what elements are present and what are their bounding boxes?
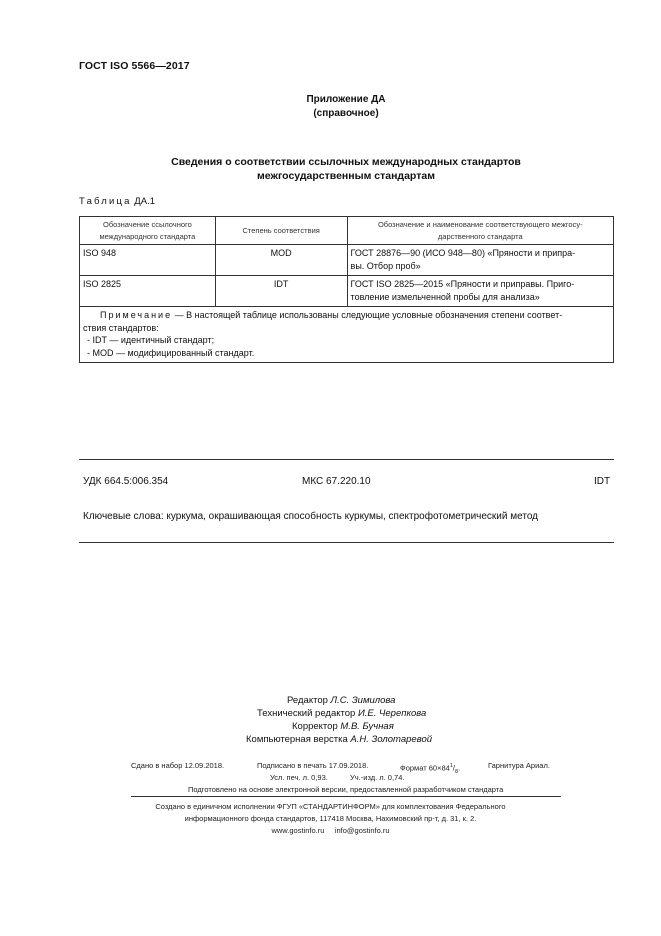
tech-editor-name: И.Е. Черепкова: [357, 708, 427, 719]
table-header-row: [80, 217, 614, 245]
standard-code: ГОСТ ISO 5566—2017: [79, 60, 190, 72]
editor-line: [287, 694, 395, 708]
cell-national-line2: товление измельченной пробы для анализа»: [350, 291, 540, 302]
editor-label: Редактор: [287, 695, 328, 706]
note-item-mod: - MOD — модифицированный стандарт.: [87, 347, 255, 358]
publisher-email[interactable]: info@gostinfo.ru: [334, 826, 390, 835]
publisher-info: [0, 801, 661, 837]
divider-top: [79, 459, 614, 460]
header-ref-line2: международного стандарта: [99, 231, 196, 241]
layout-label: Компьютерная верстка: [246, 734, 348, 745]
keywords: Ключевые слова: куркума, окрашивающая способность куркумы, спектрофотометрический метод: [83, 511, 538, 522]
header-degree: [215, 217, 347, 245]
cell-national: [347, 245, 613, 276]
cell-degree: MOD: [215, 245, 347, 276]
udc-code: УДК 664.5:006.354: [83, 476, 169, 487]
publisher-line1: Создано в единичном исполнении ФГУП «СТАНДАРТИНФОРМ» для комплектования Федерального: [155, 802, 506, 811]
header-ref-line1: Обозначение ссылочного: [102, 219, 192, 229]
publisher-line2: информационного фонда стандартов, 117418 Москва, Нахимовский пр-т, д. 31, к. 2.: [184, 814, 477, 823]
prepared-note: Подготовлено на основе электронной версии, предоставленной разработчиком стандарта: [188, 785, 504, 794]
header-national-standard: [347, 217, 613, 245]
submitted-date: Сдано в набор 12.09.2018.: [131, 761, 225, 770]
editor-name: Л.С. Зимилова: [330, 695, 396, 706]
cell-national-line1: ГОСТ ISO 2825—2015 «Пряности и приправы. Приго-: [350, 279, 575, 289]
format-sup: 1: [449, 763, 453, 769]
header-ref-standard: [80, 217, 216, 245]
mks-code: МКС 67.220.10: [302, 476, 371, 487]
divider-publisher: [131, 796, 561, 797]
publisher-contacts: [0, 825, 661, 837]
tech-editor-line: [257, 707, 426, 721]
table-label: [79, 196, 155, 207]
note-item-idt: - IDT — идентичный стандарт;: [87, 335, 215, 345]
publisher-website[interactable]: www.gostinfo.ru: [271, 826, 325, 835]
cell-ref: ISO 2825: [80, 276, 216, 307]
proofreader-line: [292, 720, 394, 734]
layout-line: [246, 733, 432, 747]
format-sub: 8: [454, 769, 459, 775]
table-label-word: Таблица: [79, 196, 132, 207]
header-national-line2: дарственного стандарта: [437, 231, 523, 241]
proofreader-name: М.В. Бучная: [340, 721, 394, 732]
degree-code: IDT: [594, 476, 611, 487]
table-row: [80, 245, 614, 276]
divider-bottom: [79, 542, 614, 543]
table-label-number: ДА.1: [134, 196, 155, 207]
note-label: Примечание: [100, 310, 173, 320]
print-sheets: Усл. печ. л. 0,93.: [270, 773, 328, 782]
header-national-line1: Обозначение и наименование соответствующего межгосу-: [377, 219, 583, 229]
correspondence-table: [79, 216, 614, 363]
note-line2: ствия стандартов:: [83, 322, 159, 333]
section-title-line2: межгосударственным стандартам: [257, 170, 435, 182]
cell-national-line1: ГОСТ 28876—90 (ИСО 948—80) «Пряности и припра-: [350, 248, 576, 258]
format: Формат $60\times 84^1/_8$.: [400, 763, 461, 775]
header-degree-text: Степень соответствия: [242, 225, 320, 235]
annex-type: (справочное): [313, 108, 379, 119]
proofreader-label: Корректор: [292, 721, 338, 732]
format-suffix: .: [458, 763, 461, 773]
signed-date: Подписано в печать 17.09.2018.: [257, 761, 369, 770]
note-text: — В настоящей таблице использованы следующие условные обозначения степени соответ-: [172, 310, 563, 320]
note-line1: [83, 309, 610, 322]
cell-national: [347, 276, 613, 307]
publisher-sheets: Уч.-изд. л. 0,74.: [350, 773, 405, 782]
tech-editor-label: Технический редактор: [257, 708, 356, 719]
cell-national-line2: вы. Отбор проб»: [350, 260, 421, 271]
table-note-row: [80, 307, 614, 363]
annex-title: Приложение ДА: [306, 94, 386, 105]
format-prefix: Формат 60×84: [400, 763, 450, 773]
section-title: [0, 155, 661, 183]
cell-ref: ISO 948: [80, 245, 216, 276]
section-title-line1: Сведения о соответствии ссылочных международных стандартов: [171, 156, 521, 168]
cell-degree: IDT: [215, 276, 347, 307]
table-row: [80, 276, 614, 307]
layout-name: А.Н. Золотаревой: [350, 734, 433, 745]
annex-heading: [0, 93, 661, 121]
table-note: [80, 307, 614, 363]
typeface: Гарнитура Ариал.: [488, 761, 550, 770]
